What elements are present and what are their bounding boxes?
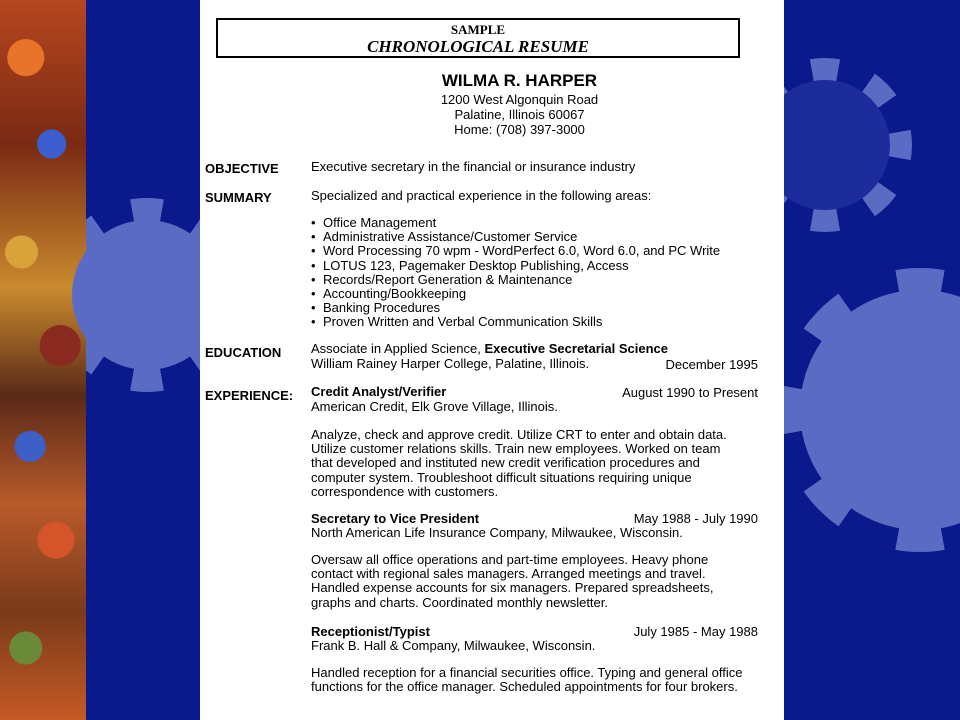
resume-title-box (216, 18, 740, 58)
list-item: • Administrative Assistance/Customer Service (311, 230, 720, 244)
phone-line: Home: (708) 397-3000 (454, 122, 585, 137)
education-degree (311, 342, 668, 356)
education-school: William Rainey Harper College, Palatine, Illinois. (311, 356, 590, 371)
list-item: • Banking Procedures (311, 301, 720, 315)
experience-label: EXPERIENCE: (205, 388, 294, 403)
job-title-1: Credit Analyst/Verifier (311, 384, 447, 399)
job-description-3 (311, 666, 742, 694)
description-line: Analyze, check and approve credit. Utilize CRT to enter and obtain data. (311, 427, 727, 442)
address-line-1: 1200 West Algonquin Road (440, 92, 599, 107)
description-line: that developed and instituted new credit verification procedures and (311, 455, 700, 471)
description-line: Handled expense accounts for six managers. Prepared spreadsheets, (311, 580, 714, 596)
summary-list (311, 216, 720, 330)
list-item: • Office Management (311, 216, 720, 230)
job-description-2 (311, 553, 714, 610)
job-dates-2: May 1988 - July 1990 (633, 511, 758, 526)
job-title-3: Receptionist/Typist (311, 624, 430, 639)
description-line: contact with regional sales managers. Arranged meetings and travel. (311, 566, 706, 582)
list-item: • Word Processing 70 wpm - WordPerfect 6.0, Word 6.0, and PC Write (311, 244, 720, 258)
list-item: • Proven Written and Verbal Communication Skills (311, 315, 720, 329)
decorative-mosaic-strip (0, 0, 86, 720)
description-line: Oversaw all office operations and part-time employees. Heavy phone (311, 552, 709, 567)
education-label: EDUCATION (205, 345, 282, 360)
title-main: CHRONOLOGICAL RESUME (367, 37, 589, 56)
summary-intro: Specialized and practical experience in the following areas: (311, 188, 652, 203)
description-line: correspondence with customers. (311, 483, 499, 499)
resume-page (200, 0, 784, 720)
description-line: Utilize customer relations skills. Train new employees. Worked on team (311, 441, 721, 457)
description-line: computer system. Troubleshoot difficult situations requiring unique (311, 469, 692, 485)
job-company-3: Frank B. Hall & Company, Milwaukee, Wisconsin. (311, 638, 596, 653)
description-line: functions for the office manager. Scheduled appointments for four brokers. (311, 679, 738, 695)
job-company-2: North American Life Insurance Company, Milwaukee, Wisconsin. (311, 525, 683, 540)
list-item: • Records/Report Generation & Maintenance (311, 273, 720, 287)
job-title-2: Secretary to Vice President (311, 511, 480, 526)
address-line-2: Palatine, Illinois 60067 (454, 107, 585, 122)
summary-label: SUMMARY (205, 190, 272, 205)
description-line: Handled reception for a financial securities office. Typing and general office (311, 665, 743, 680)
objective-label: OBJECTIVE (205, 161, 279, 176)
list-item: • LOTUS 123, Pagemaker Desktop Publishing, Access (311, 259, 720, 273)
objective-text: Executive secretary in the financial or insurance industry (311, 159, 636, 174)
degree-prefix: Associate in Applied Science, (311, 341, 485, 356)
job-dates-3: July 1985 - May 1988 (633, 624, 758, 639)
description-line: graphs and charts. Coordinated monthly newsletter. (311, 594, 609, 610)
job-dates-1: August 1990 to Present (622, 385, 758, 400)
job-company-1: American Credit, Elk Grove Village, Illinois. (311, 399, 558, 414)
contact-header (200, 70, 784, 137)
title-small: SAMPLE (450, 22, 506, 37)
job-description-1 (311, 428, 727, 499)
degree-major: Executive Secretarial Science (484, 341, 668, 356)
candidate-name: WILMA R. HARPER (441, 71, 598, 90)
gear-decoration-right (800, 290, 960, 530)
list-item: • Accounting/Bookkeeping (311, 287, 720, 301)
education-date: December 1995 (665, 357, 758, 372)
